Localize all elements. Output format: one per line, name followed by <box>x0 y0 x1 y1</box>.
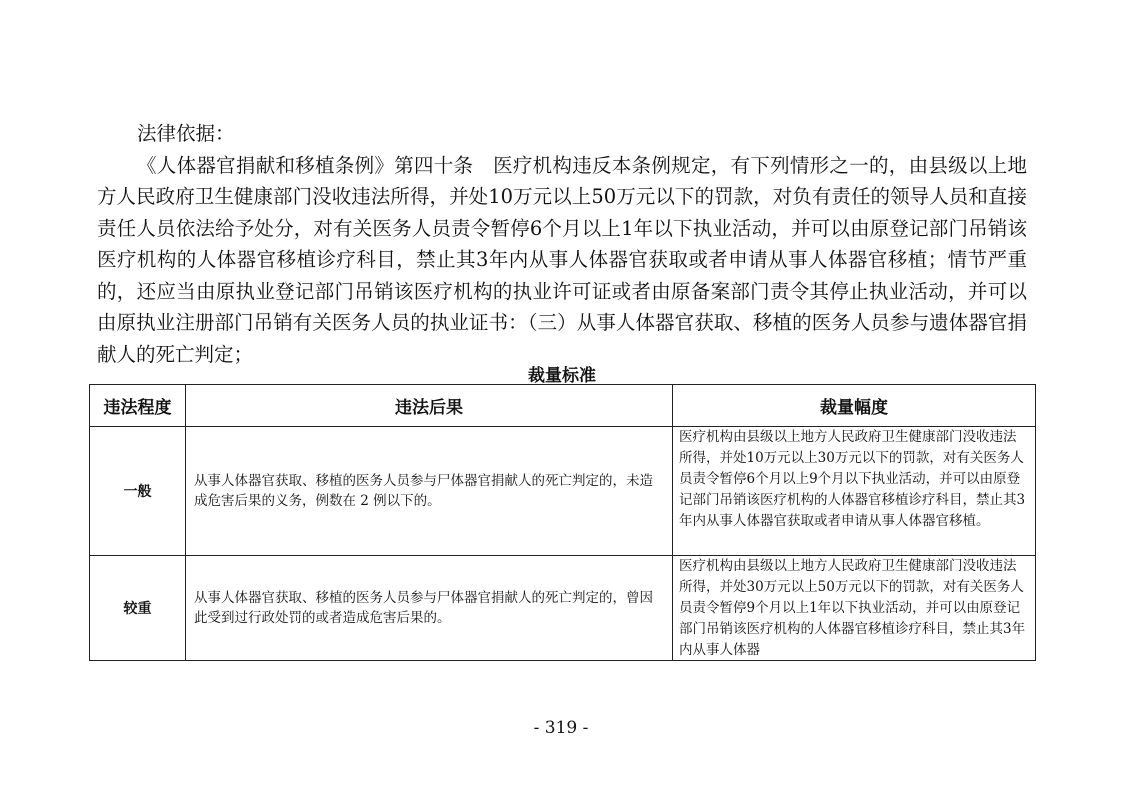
table-title: 裁量标准 <box>528 366 596 386</box>
row-range-cell <box>673 556 1036 661</box>
row-consequence: 从事人体器官获取、移植的医务人员参与尸体器官捐献人的死亡判定的，曾因此受到过行政处罚的或者造成危害后果的。 <box>186 556 673 661</box>
row-range: 医疗机构由县级以上地方人民政府卫生健康部门没收违法所得，并处30万元以上50万元以下的罚款，对有关医务人员责令暂停9个月以上1年以下执业活动，并可以由原登记部门吊销该医疗机构的人体器官移植诊疗科目，禁止其3年内从事人体器 <box>679 558 1026 658</box>
row-level: 较重 <box>90 556 186 661</box>
legal-basis-paragraph: 《人体器官捐献和移植条例》第四十条 医疗机构违反本条例规定，有下列情形之一的，由县级以上地方人民政府卫生健康部门没收违法所得，并处10万元以上50万元以下的罚款，对负有责任的领导人员和直接责任人员依法给予处分，对有关医务人员责令暂停6个月以上1年以下执业活动，并可以由原登记部门吊销该医疗机构的人体器官移植诊疗科目，禁止其3年内从事人体器官获取或者申请从事人体器官移植；情节严重的，还应当由原执业登记部门吊销该医疗机构的执业许可证或者由原备案部门责令其停止执业活动，并可以由原执业注册部门吊销有关医务人员的执业证书：（三）从事人体器官获取、移植的医务人员参与遗体器官捐献人的死亡判定； <box>97 153 1027 366</box>
legal-basis-heading: 法律依据： <box>137 122 235 145</box>
table-header-row <box>90 385 1036 427</box>
discretion-standard-table <box>89 384 1036 661</box>
table-row <box>90 556 1036 661</box>
table-row <box>90 427 1036 556</box>
page-number: - 319 - <box>533 718 589 738</box>
row-consequence: 从事人体器官获取、移植的医务人员参与尸体器官捐献人的死亡判定的，未造成危害后果的义务，例数在 2 例以下的。 <box>186 427 673 556</box>
legal-basis-section <box>97 118 1027 370</box>
row-level: 一般 <box>90 427 186 556</box>
header-violation-degree: 违法程度 <box>90 385 186 427</box>
header-violation-consequence: 违法后果 <box>186 385 673 427</box>
header-discretion-range: 裁量幅度 <box>673 385 1036 427</box>
row-range: 医疗机构由县级以上地方人民政府卫生健康部门没收违法所得，并处10万元以上30万元以下的罚款，对有关医务人员责令暂停6个月以上9个月以下执业活动，并可以由原登记部门吊销该医疗机构的人体器官移植诊疗科目，禁止其3年内从事人体器官获取或者申请从事人体器官移植。 <box>673 427 1036 556</box>
